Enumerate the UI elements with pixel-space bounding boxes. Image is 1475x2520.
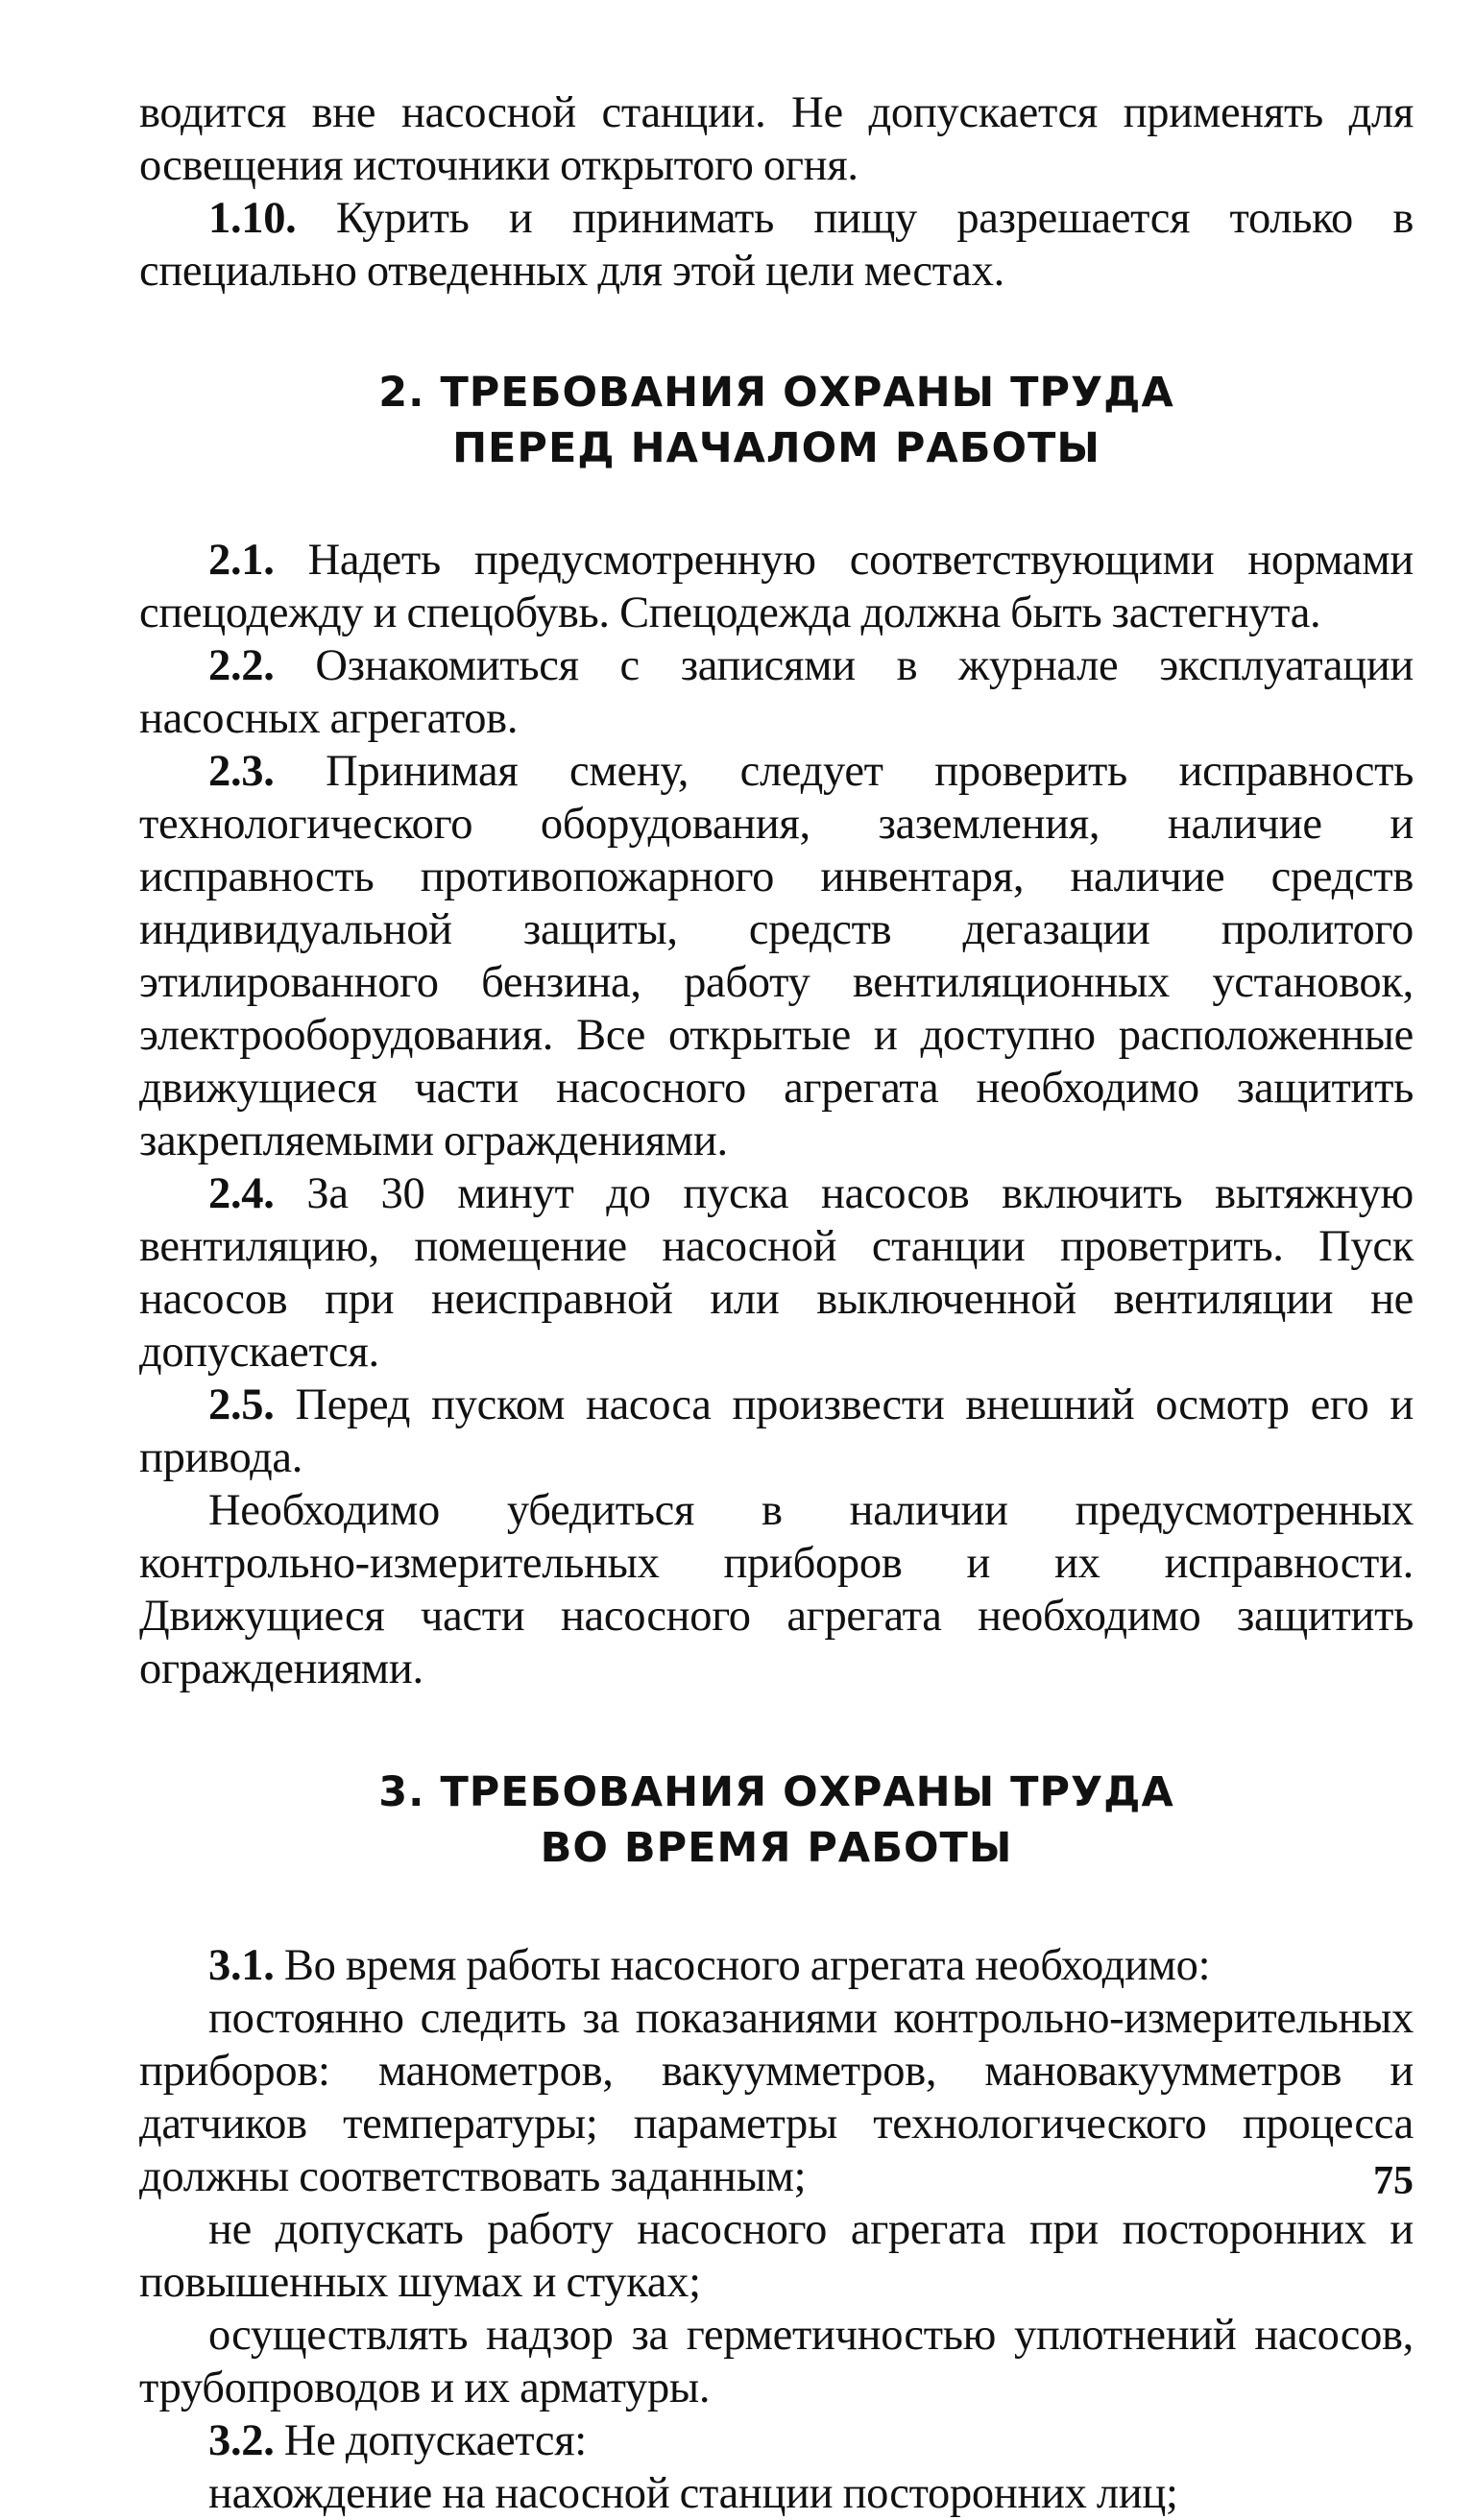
item-number: 2.1. (208, 536, 275, 585)
paragraph-3-1 (139, 1939, 1414, 1992)
item-text: Принимая смену, следует проверить исправность технологического оборудования, заземления, наличие и исправность противопожарного инвентаря, наличие средств индивидуальной защиты, средств дегазации пролитого этилированного бензина, работу вентиляционных установок, электрооборудования. Все открытые и доступно расположенные движущиеся части насосного агрегата необходимо защитить закрепляемыми ограждениями. (139, 747, 1414, 1165)
paragraph-2-note: Необходимо убедиться в наличии предусмотренных контрольно-измерительных приборов и их исправности. Движущиеся части насосного агрегата необходимо защитить ограждениями. (139, 1486, 1414, 1693)
item-text: Перед пуском насоса произвести внешний осмотр его и привода. (139, 1380, 1414, 1482)
paragraph-2-1 (139, 534, 1414, 639)
section-3-title-line-2: ВО ВРЕМЯ РАБОТЫ (540, 1824, 1013, 1872)
list-item: нахождение на насосной станции посторонних лиц; (208, 2469, 1178, 2518)
paragraph-3-2 (139, 2414, 1414, 2467)
section-2-heading (139, 365, 1414, 476)
paragraph-2-4 (139, 1167, 1414, 1379)
paragraph-continued: водится вне насосной станции. Не допускается применять для освещения источники открытого огня. (139, 88, 1414, 190)
page-number: 75 (1373, 2159, 1414, 2203)
item-number: 2.2. (208, 641, 275, 690)
paragraph-2-2 (139, 639, 1414, 745)
section-3-heading (139, 1764, 1414, 1876)
item-text: Во время работы насосного агрегата необходимо: (274, 1941, 1211, 1990)
item-text: Ознакомиться с записями в журнале эксплуатации насосных агрегатов. (139, 641, 1414, 743)
item-number: 2.5. (208, 1380, 275, 1429)
page-body (139, 86, 1414, 2520)
item-text: За 30 минут до пуска насосов включить вытяжную вентиляцию, помещение насосной станции проветрить. Пуск насосов при неисправной или выключенной вентиляции не допускается. (139, 1169, 1414, 1377)
paragraph-1-10 (139, 192, 1414, 298)
item-number: 1.10. (208, 194, 297, 243)
item-text: Не допускается: (274, 2416, 587, 2465)
section-2-title-line-1: 2. ТРЕБОВАНИЯ ОХРАНЫ ТРУДА (378, 369, 1174, 417)
list-item: постоянно следить за показаниями контрольно-измерительных приборов: манометров, вакуумметров, мановакуумметров и датчиков температуры; параметры технологического процесса должны соответствовать заданным; (139, 1994, 1414, 2201)
paragraph-2-3 (139, 745, 1414, 1167)
item-text: Курить и принимать пищу разрешается только в специально отведенных для этой цели местах. (139, 194, 1414, 296)
paragraph-2-5 (139, 1379, 1414, 1484)
item-text: Надеть предусмотренную соответствующими нормами спецодежду и спецобувь. Спецодежда должна быть застегнута. (139, 536, 1414, 637)
section-3-title-line-1: 3. ТРЕБОВАНИЯ ОХРАНЫ ТРУДА (378, 1768, 1174, 1816)
item-number: 2.3. (208, 747, 275, 796)
item-number: 3.2. (208, 2416, 275, 2465)
section-2-title-line-2: ПЕРЕД НАЧАЛОМ РАБОТЫ (452, 424, 1100, 472)
item-number: 3.1. (208, 1941, 275, 1990)
item-number: 2.4. (208, 1169, 275, 1218)
list-item: осуществлять надзор за герметичностью уплотнений насосов, трубопроводов и их арматуры. (139, 2311, 1414, 2412)
list-item: не допускать работу насосного агрегата при посторонних и повышенных шумах и стуках; (139, 2205, 1414, 2307)
